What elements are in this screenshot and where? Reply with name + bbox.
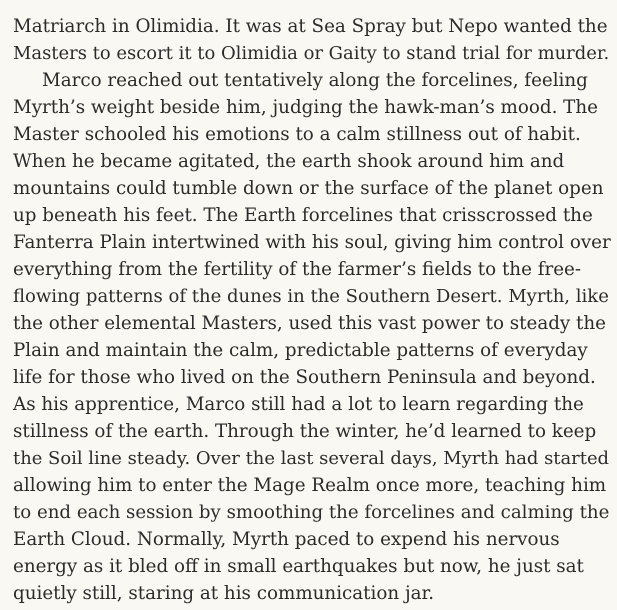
paragraph-first-line: Marco reached out tentatively along the forcelines, feeling bbox=[42, 70, 588, 91]
text-line: Fanterra Plain intertwined with his soul, giving him control over bbox=[13, 232, 611, 253]
text-line: life for those who lived on the Southern Peninsula and beyond. bbox=[13, 367, 596, 388]
text-line: the Soil line steady. Over the last several days, Myrth had started bbox=[13, 448, 610, 469]
text-line: Plain and maintain the calm, predictable patterns of everyday bbox=[13, 340, 588, 361]
text-line: quietly still, staring at his communication jar. bbox=[13, 583, 435, 604]
text-line: energy as it bled off in small earthquakes but now, he just sat bbox=[13, 556, 584, 577]
text-line: allowing him to enter the Mage Realm once more, teaching him bbox=[13, 475, 607, 496]
document-page bbox=[13, 13, 613, 607]
text-line: When he became agitated, the earth shook around him and bbox=[13, 151, 565, 172]
text-line: mountains could tumble down or the surface of the planet open bbox=[13, 178, 604, 199]
text-line: to end each session by smoothing the forcelines and calming the bbox=[13, 502, 610, 523]
text-line: Myrth’s weight beside him, judging the hawk-man’s mood. The bbox=[13, 97, 598, 118]
text-line: As his apprentice, Marco still had a lot to learn regarding the bbox=[13, 394, 584, 415]
text-line: Earth Cloud. Normally, Myrth paced to expend his nervous bbox=[13, 529, 560, 550]
text-line: Matriarch in Olimidia. It was at Sea Spray but Nepo wanted the bbox=[13, 16, 608, 37]
text-line: flowing patterns of the dunes in the Southern Desert. Myrth, like bbox=[13, 286, 609, 307]
text-line: Masters to escort it to Olimidia or Gaity to stand trial for murder. bbox=[13, 43, 610, 64]
text-line: everything from the fertility of the farmer’s fields to the free- bbox=[13, 259, 582, 280]
text-line: Master schooled his emotions to a calm stillness out of habit. bbox=[13, 124, 581, 145]
text-line: the other elemental Masters, used this vast power to steady the bbox=[13, 313, 606, 334]
text-line: up beneath his feet. The Earth forcelines that crisscrossed the bbox=[13, 205, 593, 226]
text-line: stillness of the earth. Through the winter, he’d learned to keep bbox=[13, 421, 597, 442]
